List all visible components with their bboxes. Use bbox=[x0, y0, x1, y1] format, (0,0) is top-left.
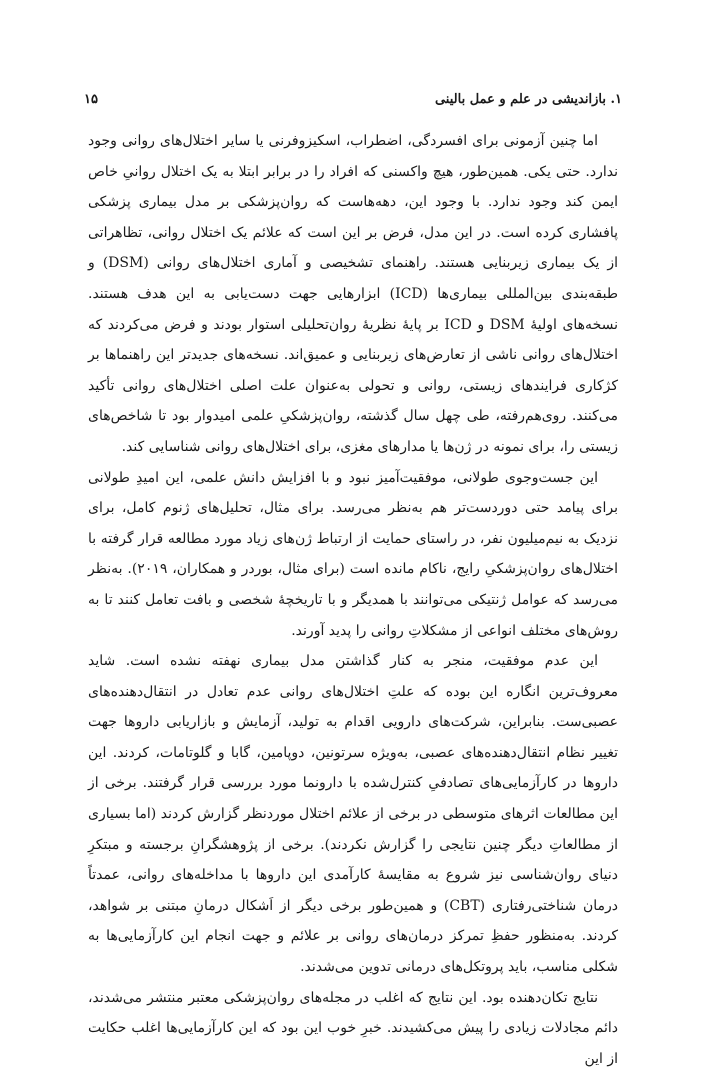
paragraph: این جست‌وجوی طولانی، موفقیت‌آمیز نبود و با افزایش دانش علمی، این امیدِ طولانی برای پیامد حتی دوردست‌تر هم به‌نظر می‌رسد. برای مثال، تحلیل‌های ژنوم کامل، برای نزدیک به نیم‌میلیون نفر، در راستای حمایت از ارتباط ژن‌های زیاد مورد مطالعه قرار گرفته با اختلال‌های روان‌پزشکیِ رایج، ناکام مانده است (برای مثال، بوردر و همکاران، ۲۰۱۹). به‌نظر می‌رسد که عوامل ژنتیکی می‌توانند با همدیگر و با تاریخچهٔ شخصی و بافت تعامل کنند تا به روش‌های مختلف انواعی از مشکلاتِ روانی را پدید آورند. bbox=[88, 469, 618, 639]
paragraph: نتایج تکان‌دهنده بود. این نتایج که اغلب در مجله‌های روان‌پزشکی معتبر منتشر می‌شدند، دائم مجادلات زیادی را پیش می‌کشیدند. خبرِ خوب این بود که این کارآزمایی‌ها اغلب حکایت از این bbox=[88, 989, 618, 1067]
page-number: ۱۵ bbox=[84, 92, 98, 107]
running-header bbox=[84, 92, 622, 114]
body-text bbox=[88, 126, 619, 1067]
paragraph: اما چنین آزمونی برای افسردگی، اضطراب، اسکیزوفرنی یا سایر اختلال‌های روانی وجود ندارد. حتی یکی. همین‌طور، هیچ واکسنی که افراد را در برابر ابتلا به یک اختلال روانیِ خاص ایمن کند وجود ندارد. با وجود این، دهه‌هاست که روان‌پزشکی بر مدل بیماری پزشکی پافشاری کرده است. در این مدل، فرض بر این است که علائم یک اختلال روانی، تظاهراتی از یک بیماری زیربنایی هستند. راهنمای تشخیصی و آماری اختلال‌های روانی (DSM) و طبقه‌بندی بین‌المللی بیماری‌ها (ICD) ابزارهایی جهت دست‌یابی به این هدف هستند. نسخه‌های اولیهٔ DSM و ICD بر پایهٔ نظریهٔ روان‌تحلیلی استوار بودند و فرض می‌کردند که اختلال‌های روانی ناشی از تعارض‌های زیربنایی و عمیق‌اند. نسخه‌های جدیدتر این راهنماها بر کژکاری فرایندهای زیستی، روانی و تحولی به‌عنوان علت اصلی اختلال‌های روانی تأکید می‌کنند. روی‌هم‌رفته، طی چهل سال گذشته، روان‌پزشکیِ علمی امیدوار بود تا شاخص‌های زیستی را، برای نمونه در ژن‌ها یا مدارهای مغزی، برای اختلال‌های روانی شناسایی کند. bbox=[88, 133, 619, 455]
chapter-title: ۱. بازاندیشی در علم و عمل بالینی bbox=[434, 92, 622, 107]
paragraph: این عدم موفقیت، منجر به کنار گذاشتن مدل بیماری نهفته نشده است. شاید معروف‌ترین انگاره این بوده که علتِ اختلال‌های روانی عدم تعادل در انتقال‌دهنده‌های عصبی‌ست. بنابراین، شرکت‌های دارویی اقدام به تولید، آزمایش و بازاریابی داروها جهت تغییر نظام انتقال‌دهنده‌های عصبی، به‌ویژه سرتونین، دوپامین، گابا و گلوتامات، کردند. این داروها در کارآزمایی‌های تصادفیِ کنترل‌شده با دارونما مورد بررسی قرار گرفتند. برخی از این مطالعات اثرهای متوسطی در برخی از علائم اختلال موردنظر گزارش کردند (اما بسیاری از مطالعاتِ دیگر چنین نتایجی را گزارش نکردند). برخی از پژوهشگرانِ برجسته و مبتکرِ دنیای روان‌شناسی نیز شروع به مقایسهٔ کارآمدی این داروها با مداخله‌های روانی، عمدتاً درمان شناختی‌رفتاری (CBT) و همین‌طور برخی دیگر از اَشکال درمانِ مبتنی بر شواهد، کردند. به‌منظور حفظِ تمرکز درمان‌های روانی بر علائم و جهت انجام این کارآزمایی‌ها به شکلی مناسب، باید پروتکل‌های درمانی تدوین می‌شدند. bbox=[88, 653, 618, 976]
